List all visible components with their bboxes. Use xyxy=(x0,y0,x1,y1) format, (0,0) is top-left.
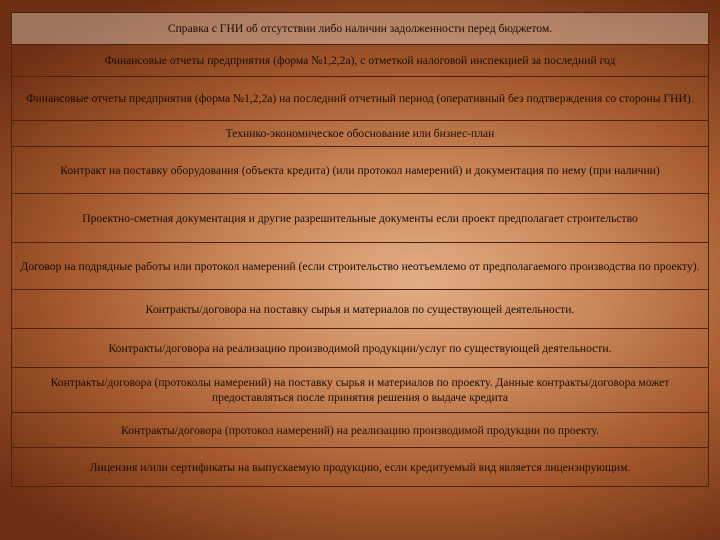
table-cell: Технико-экономическое обоснование или бизнес-план xyxy=(12,121,709,147)
table-cell: Справка с ГНИ об отсутствии либо наличии задолженности перед бюджетом. xyxy=(12,13,709,45)
table-row xyxy=(12,329,709,368)
table-cell: Лицензия и/или сертификаты на выпускаемую продукцию, если кредитуемый вид является лицензирующим. xyxy=(12,448,709,487)
table-cell: Контракт на поставку оборудования (объекта кредита) (или протокол намерений) и документация по нему (при наличии) xyxy=(12,147,709,194)
table-row xyxy=(12,194,709,243)
table-row xyxy=(12,147,709,194)
table-cell: Финансовые отчеты предприятия (форма №1,2,2а) на последний отчетный период (оперативный без подтверждения со стороны ГНИ). xyxy=(12,77,709,121)
table-cell: Контракты/договора (протоколы намерений) на поставку сырья и материалов по проекту. Данные контракты/договора может предоставляться после принятия решения о выдаче кредита xyxy=(12,368,709,413)
table-cell: Контракты/договора на поставку сырья и материалов по существующей деятельности. xyxy=(12,290,709,329)
table-cell: Проектно-сметная документация и другие разрешительные документы если проект предполагает строительство xyxy=(12,194,709,243)
table-cell: Контракты/договора (протокол намерений) на реализацию производимой продукции по проекту. xyxy=(12,413,709,448)
table-row xyxy=(12,77,709,121)
document-requirements-table xyxy=(11,12,709,487)
table-row xyxy=(12,121,709,147)
table-row xyxy=(12,45,709,77)
table-row xyxy=(12,448,709,487)
table-row xyxy=(12,290,709,329)
table-cell: Контракты/договора на реализацию производимой продукции/услуг по существующей деятельности. xyxy=(12,329,709,368)
table-cell: Финансовые отчеты предприятия (форма №1,2,2а), с отметкой налоговой инспекцией за последний год xyxy=(12,45,709,77)
table-row xyxy=(12,368,709,413)
table-cell: Договор на подрядные работы или протокол намерений (если строительство неотъемлемо от предполагаемого производства по проекту). xyxy=(12,243,709,290)
table-row xyxy=(12,413,709,448)
table-row xyxy=(12,13,709,45)
table-row xyxy=(12,243,709,290)
